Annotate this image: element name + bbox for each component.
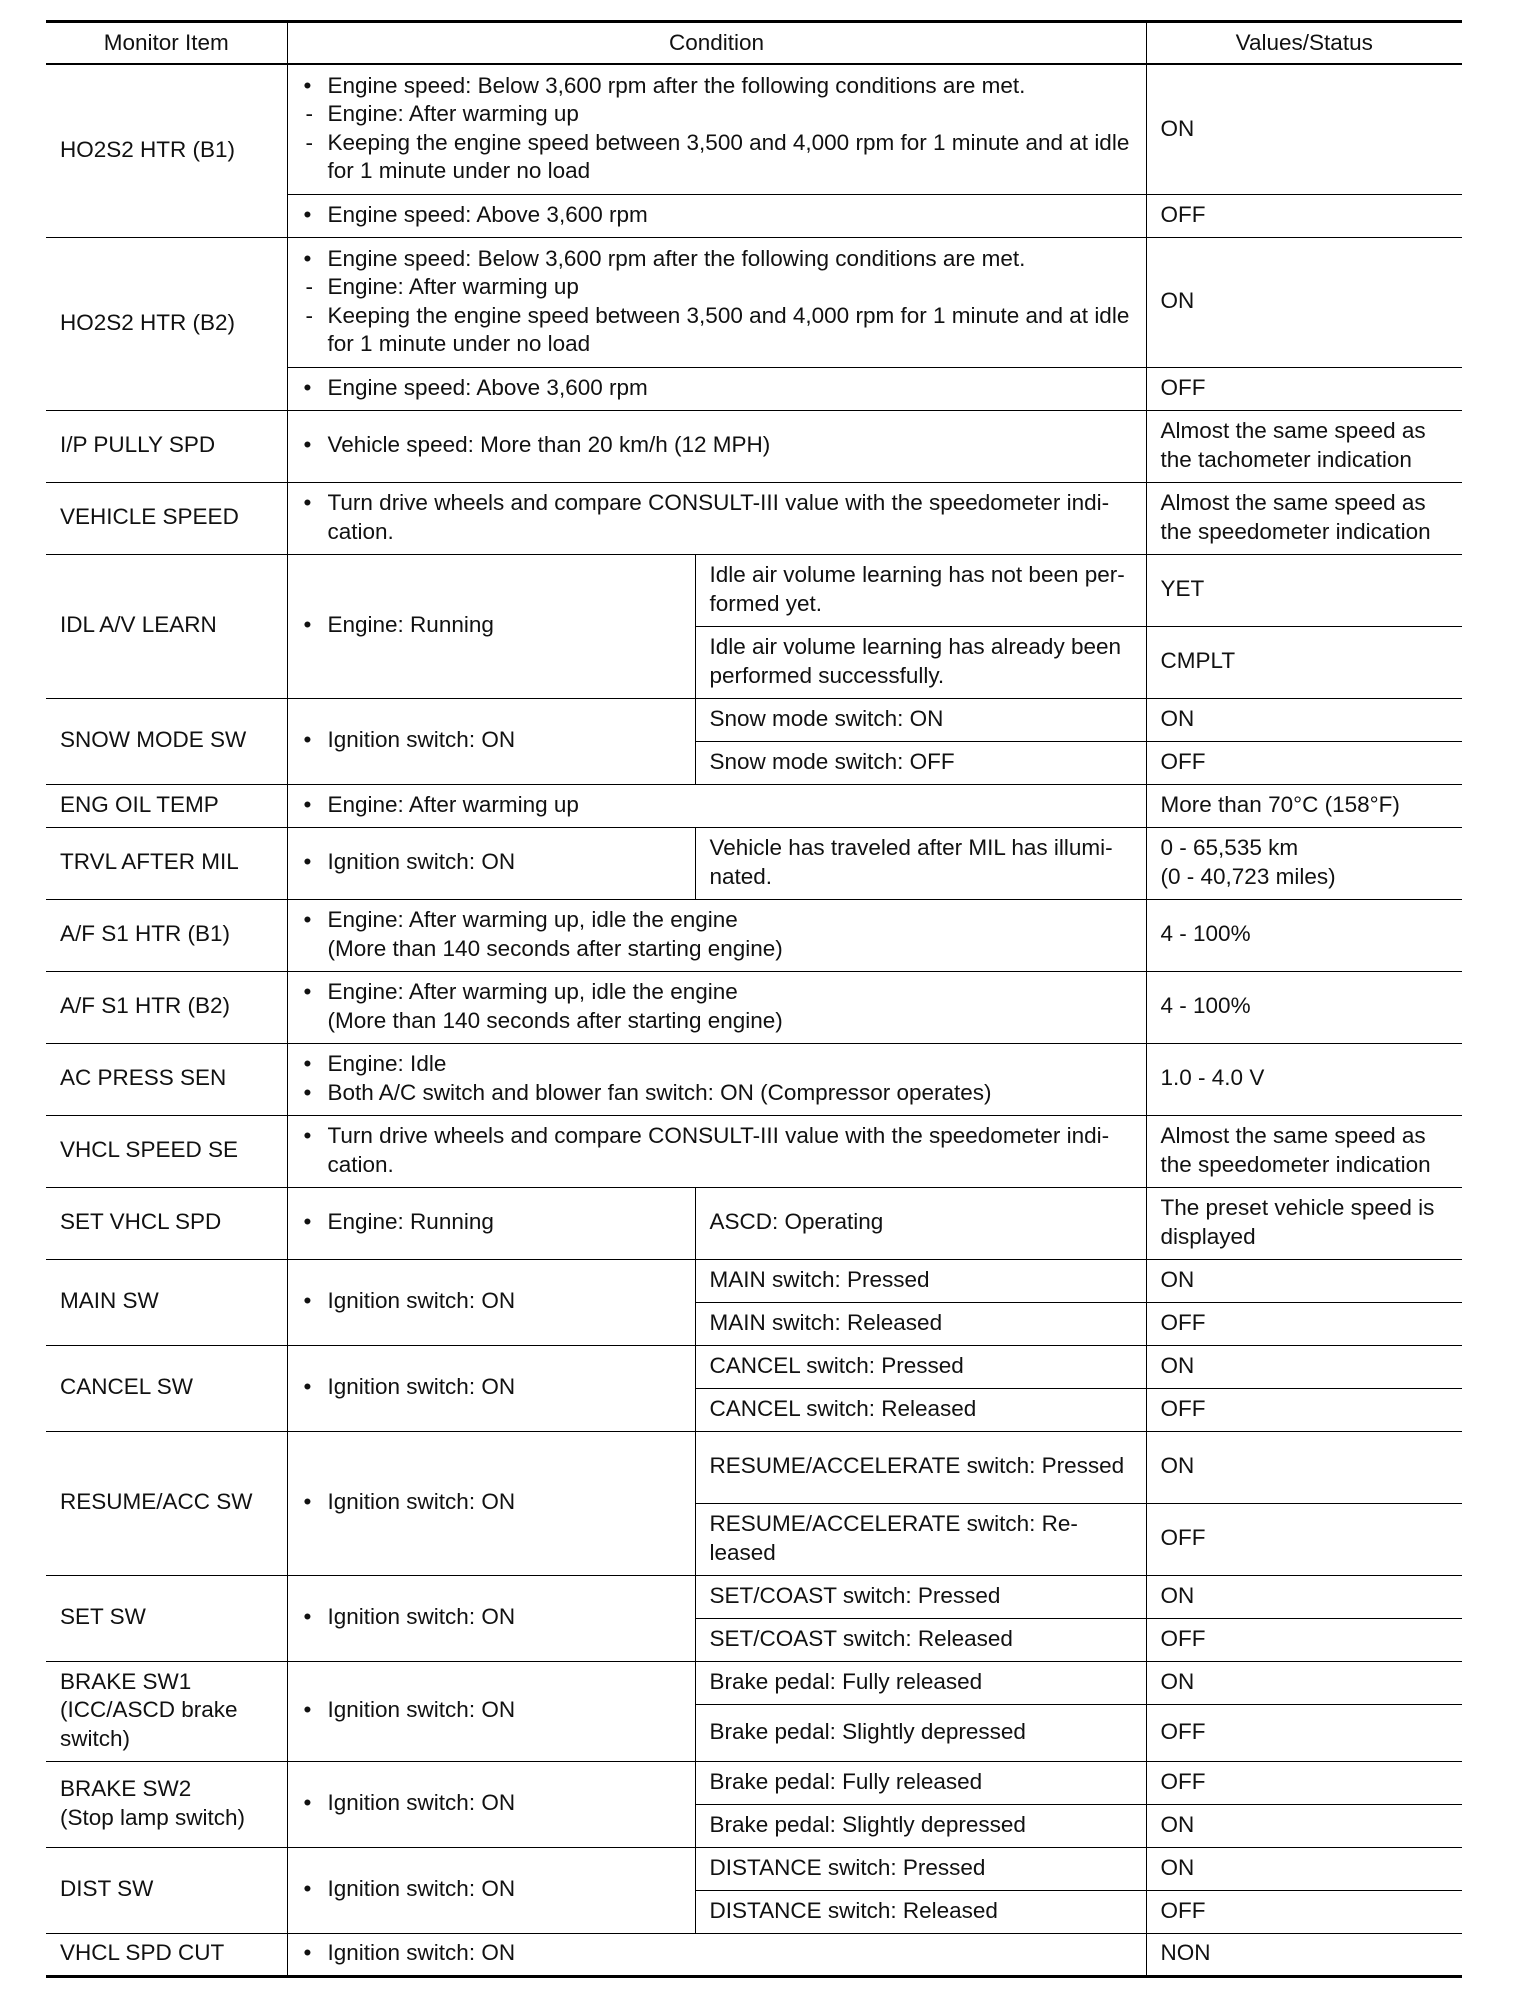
table-row — [46, 1345, 1462, 1388]
condition-cell: • Engine speed: Above 3,600 rpm — [287, 194, 1146, 237]
value-cell: ON — [1146, 64, 1462, 194]
condition-text: Turn drive wheels and compare CONSULT-III value with the speedometer indi-cation. — [327, 1123, 1110, 1177]
sub-condition-cell: ASCD: Operating — [695, 1187, 1146, 1259]
condition-cell: • Ignition switch: ON — [287, 1761, 695, 1847]
value-cell: OFF — [1146, 1704, 1462, 1761]
value-cell: YET — [1146, 554, 1462, 626]
condition-text: Engine: Running — [327, 612, 494, 638]
condition-cell: • Turn drive wheels and compare CONSULT-III value with the speedometer indi-cation. — [287, 1115, 1146, 1187]
sub-condition-cell: Vehicle has traveled after MIL has illumi-nated. — [695, 827, 1146, 899]
table-row — [46, 1187, 1462, 1259]
table-row — [46, 1575, 1462, 1618]
condition-text: Ignition switch: ON — [327, 1697, 516, 1723]
condition-text: Turn drive wheels and compare CONSULT-III value with the speedometer indi-cation. — [327, 490, 1110, 544]
table-row — [46, 899, 1462, 971]
condition-cell: • Ignition switch: ON — [287, 1431, 695, 1575]
monitor-item-line: BRAKE SW2 — [60, 1776, 192, 1801]
condition-cell: • Engine: Idle • Both A/C switch and blower fan switch: ON (Compressor operates) — [287, 1043, 1146, 1115]
table-row — [46, 1933, 1462, 1976]
value-cell: Almost the same speed as the speedometer indication — [1146, 1115, 1462, 1187]
table-row — [46, 1259, 1462, 1302]
condition-text: Both A/C switch and blower fan switch: ON (Compressor operates) — [327, 1079, 992, 1105]
condition-cell: • Engine: Running — [287, 1187, 695, 1259]
sub-condition-cell: Idle air volume learning has not been per-formed yet. — [695, 554, 1146, 626]
monitor-item-cell: VHCL SPEED SE — [46, 1115, 287, 1187]
table-row — [46, 482, 1462, 554]
sub-condition-cell: SET/COAST switch: Released — [695, 1618, 1146, 1661]
value-cell: ON — [1146, 1804, 1462, 1847]
condition-cell: • Engine speed: Above 3,600 rpm — [287, 367, 1146, 410]
monitor-item-cell: RESUME/ACC SW — [46, 1431, 287, 1575]
condition-text: Ignition switch: ON — [327, 1288, 516, 1314]
sub-condition-cell: Brake pedal: Fully released — [695, 1761, 1146, 1804]
condition-text: Ignition switch: ON — [327, 1790, 516, 1816]
monitor-item-cell: AC PRESS SEN — [46, 1043, 287, 1115]
sub-condition-cell: SET/COAST switch: Pressed — [695, 1575, 1146, 1618]
condition-cell: • Engine: After warming up, idle the engine (More than 140 seconds after starting engine) — [287, 899, 1146, 971]
condition-text: (More than 140 seconds after starting engine) — [327, 935, 783, 961]
monitor-item-cell: DIST SW — [46, 1847, 287, 1933]
value-cell: ON — [1146, 1259, 1462, 1302]
monitor-item-cell: I/P PULLY SPD — [46, 410, 287, 482]
value-line: (0 - 40,723 miles) — [1160, 863, 1336, 889]
value-cell: ON — [1146, 1847, 1462, 1890]
value-cell: Almost the same speed as the tachometer indication — [1146, 410, 1462, 482]
monitor-item-cell: CANCEL SW — [46, 1345, 287, 1431]
sub-condition-cell: CANCEL switch: Released — [695, 1388, 1146, 1431]
table-row — [46, 1115, 1462, 1187]
value-cell: OFF — [1146, 1302, 1462, 1345]
condition-text: Ignition switch: ON — [327, 849, 516, 875]
table-row — [46, 237, 1462, 367]
condition-text: Engine: After warming up, idle the engine — [327, 907, 738, 932]
table-row — [46, 1847, 1462, 1890]
table-row — [46, 1661, 1462, 1704]
value-cell — [1146, 827, 1462, 899]
value-cell: NON — [1146, 1933, 1462, 1976]
monitor-item-cell: MAIN SW — [46, 1259, 287, 1345]
monitor-item-cell: TRVL AFTER MIL — [46, 827, 287, 899]
value-cell: Almost the same speed as the speedometer indication — [1146, 482, 1462, 554]
sub-condition-cell: Brake pedal: Slightly depressed — [695, 1804, 1146, 1847]
value-cell: OFF — [1146, 1503, 1462, 1575]
value-cell: OFF — [1146, 367, 1462, 410]
monitor-spec-table — [46, 20, 1462, 1978]
value-cell: OFF — [1146, 1890, 1462, 1933]
monitor-item-cell: VHCL SPD CUT — [46, 1933, 287, 1976]
condition-text: Keeping the engine speed between 3,500 and 4,000 rpm for 1 minute and at idle for 1 minute under no load — [327, 302, 1130, 356]
value-cell: ON — [1146, 1431, 1462, 1503]
condition-cell: • Ignition switch: ON — [287, 1847, 695, 1933]
value-cell: ON — [1146, 1661, 1462, 1704]
table-row — [46, 1043, 1462, 1115]
value-cell: More than 70°C (158°F) — [1146, 784, 1462, 827]
condition-text: Engine: Running — [327, 1209, 494, 1235]
condition-cell: • Turn drive wheels and compare CONSULT-III value with the speedometer indi-cation. — [287, 482, 1146, 554]
condition-cell: • Vehicle speed: More than 20 km/h (12 MPH) — [287, 410, 1146, 482]
monitor-item-cell: VEHICLE SPEED — [46, 482, 287, 554]
sub-condition-cell: DISTANCE switch: Pressed — [695, 1847, 1146, 1890]
value-cell: ON — [1146, 1575, 1462, 1618]
condition-text: Keeping the engine speed between 3,500 and 4,000 rpm for 1 minute and at idle for 1 minute under no load — [327, 129, 1130, 184]
condition-text: Ignition switch: ON — [327, 1940, 516, 1966]
value-cell: CMPLT — [1146, 626, 1462, 698]
value-cell: OFF — [1146, 194, 1462, 237]
value-cell: The preset vehicle speed is displayed — [1146, 1187, 1462, 1259]
condition-cell: • Engine: After warming up, idle the engine (More than 140 seconds after starting engine) — [287, 971, 1146, 1043]
table-row — [46, 554, 1462, 626]
monitor-item-cell: HO2S2 HTR (B2) — [46, 237, 287, 410]
table-row — [46, 698, 1462, 741]
sub-condition-cell: MAIN switch: Released — [695, 1302, 1146, 1345]
monitor-item-cell: SNOW MODE SW — [46, 698, 287, 784]
value-cell: OFF — [1146, 1618, 1462, 1661]
condition-text: Engine speed: Below 3,600 rpm after the following conditions are met. — [327, 72, 1026, 98]
condition-cell: • Engine speed: Below 3,600 rpm after the following conditions are met. - Engine: After warming up - Keeping the engine speed between 3,500 and 4,000 rpm for 1 minute and at idle for 1 minute under no load — [287, 64, 1146, 194]
condition-text: Engine: After warming up — [327, 274, 579, 299]
sub-condition-cell: Brake pedal: Slightly depressed — [695, 1704, 1146, 1761]
sub-condition-cell: Snow mode switch: ON — [695, 698, 1146, 741]
monitor-item-cell: ENG OIL TEMP — [46, 784, 287, 827]
condition-text: Engine: After warming up — [327, 791, 579, 817]
monitor-item-cell: SET SW — [46, 1575, 287, 1661]
condition-text: Engine: After warming up, idle the engine — [327, 979, 738, 1004]
condition-cell: • Engine speed: Below 3,600 rpm after the following conditions are met. - Engine: After warming up - Keeping the engine speed between 3,500 and 4,000 rpm for 1 minute and at idle for 1 minute under no load — [287, 237, 1146, 367]
monitor-item-cell — [46, 1761, 287, 1847]
condition-cell: • Engine: After warming up — [287, 784, 1146, 827]
table-row — [46, 784, 1462, 827]
value-cell: 4 - 100% — [1146, 971, 1462, 1043]
condition-text: Engine speed: Above 3,600 rpm — [327, 374, 648, 400]
condition-cell: • Ignition switch: ON — [287, 1575, 695, 1661]
condition-cell: • Ignition switch: ON — [287, 1345, 695, 1431]
sub-condition-cell: CANCEL switch: Pressed — [695, 1345, 1146, 1388]
condition-text: Engine speed: Below 3,600 rpm after the following conditions are met. — [327, 245, 1026, 271]
monitor-item-cell: IDL A/V LEARN — [46, 554, 287, 698]
header-row — [46, 22, 1462, 65]
condition-cell: • Ignition switch: ON — [287, 1933, 1146, 1976]
condition-text: Engine speed: Above 3,600 rpm — [327, 201, 648, 227]
monitor-item-cell: A/F S1 HTR (B1) — [46, 899, 287, 971]
header-condition: Condition — [287, 22, 1146, 65]
table-row — [46, 971, 1462, 1043]
condition-text: Ignition switch: ON — [327, 1876, 516, 1902]
condition-text: Engine: After warming up — [327, 101, 579, 127]
sub-condition-cell: DISTANCE switch: Released — [695, 1890, 1146, 1933]
condition-cell: • Ignition switch: ON — [287, 698, 695, 784]
condition-text: (More than 140 seconds after starting engine) — [327, 1007, 783, 1033]
table-row — [46, 1431, 1462, 1503]
monitor-item-line: (ICC/ASCD brake switch) — [60, 1697, 238, 1751]
sub-condition-cell: RESUME/ACCELERATE switch: Pressed — [695, 1431, 1146, 1503]
sub-condition-cell: Idle air volume learning has already been performed successfully. — [695, 626, 1146, 698]
sub-condition-cell: MAIN switch: Pressed — [695, 1259, 1146, 1302]
monitor-item-line: BRAKE SW1 — [60, 1668, 192, 1694]
monitor-item-cell — [46, 1661, 287, 1761]
condition-text: Ignition switch: ON — [327, 1604, 516, 1630]
condition-cell: • Ignition switch: ON — [287, 827, 695, 899]
table-row — [46, 410, 1462, 482]
monitor-item-cell: SET VHCL SPD — [46, 1187, 287, 1259]
header-monitor-item: Monitor Item — [46, 22, 287, 65]
condition-cell: • Ignition switch: ON — [287, 1661, 695, 1761]
condition-text: Ignition switch: ON — [327, 727, 516, 753]
value-cell: ON — [1146, 237, 1462, 367]
condition-text: Vehicle speed: More than 20 km/h (12 MPH) — [327, 432, 771, 458]
monitor-item-cell: HO2S2 HTR (B1) — [46, 64, 287, 237]
sub-condition-cell: Brake pedal: Fully released — [695, 1661, 1146, 1704]
value-cell: 1.0 - 4.0 V — [1146, 1043, 1462, 1115]
condition-text: Ignition switch: ON — [327, 1489, 516, 1515]
table-row — [46, 827, 1462, 899]
value-line: 0 - 65,535 km — [1160, 835, 1299, 860]
table-row — [46, 1761, 1462, 1804]
condition-cell: • Engine: Running — [287, 554, 695, 698]
monitor-item-cell: A/F S1 HTR (B2) — [46, 971, 287, 1043]
condition-text: Engine: Idle — [327, 1051, 447, 1076]
header-values-status: Values/Status — [1146, 22, 1462, 65]
value-cell: 4 - 100% — [1146, 899, 1462, 971]
value-cell: ON — [1146, 1345, 1462, 1388]
condition-text: Ignition switch: ON — [327, 1374, 516, 1400]
sub-condition-cell: RESUME/ACCELERATE switch: Re-leased — [695, 1503, 1146, 1575]
condition-cell: • Ignition switch: ON — [287, 1259, 695, 1345]
value-cell: OFF — [1146, 1761, 1462, 1804]
table-row — [46, 64, 1462, 194]
value-cell: OFF — [1146, 741, 1462, 784]
sub-condition-cell: Snow mode switch: OFF — [695, 741, 1146, 784]
monitor-item-line: (Stop lamp switch) — [60, 1804, 246, 1830]
value-cell: ON — [1146, 698, 1462, 741]
value-cell: OFF — [1146, 1388, 1462, 1431]
